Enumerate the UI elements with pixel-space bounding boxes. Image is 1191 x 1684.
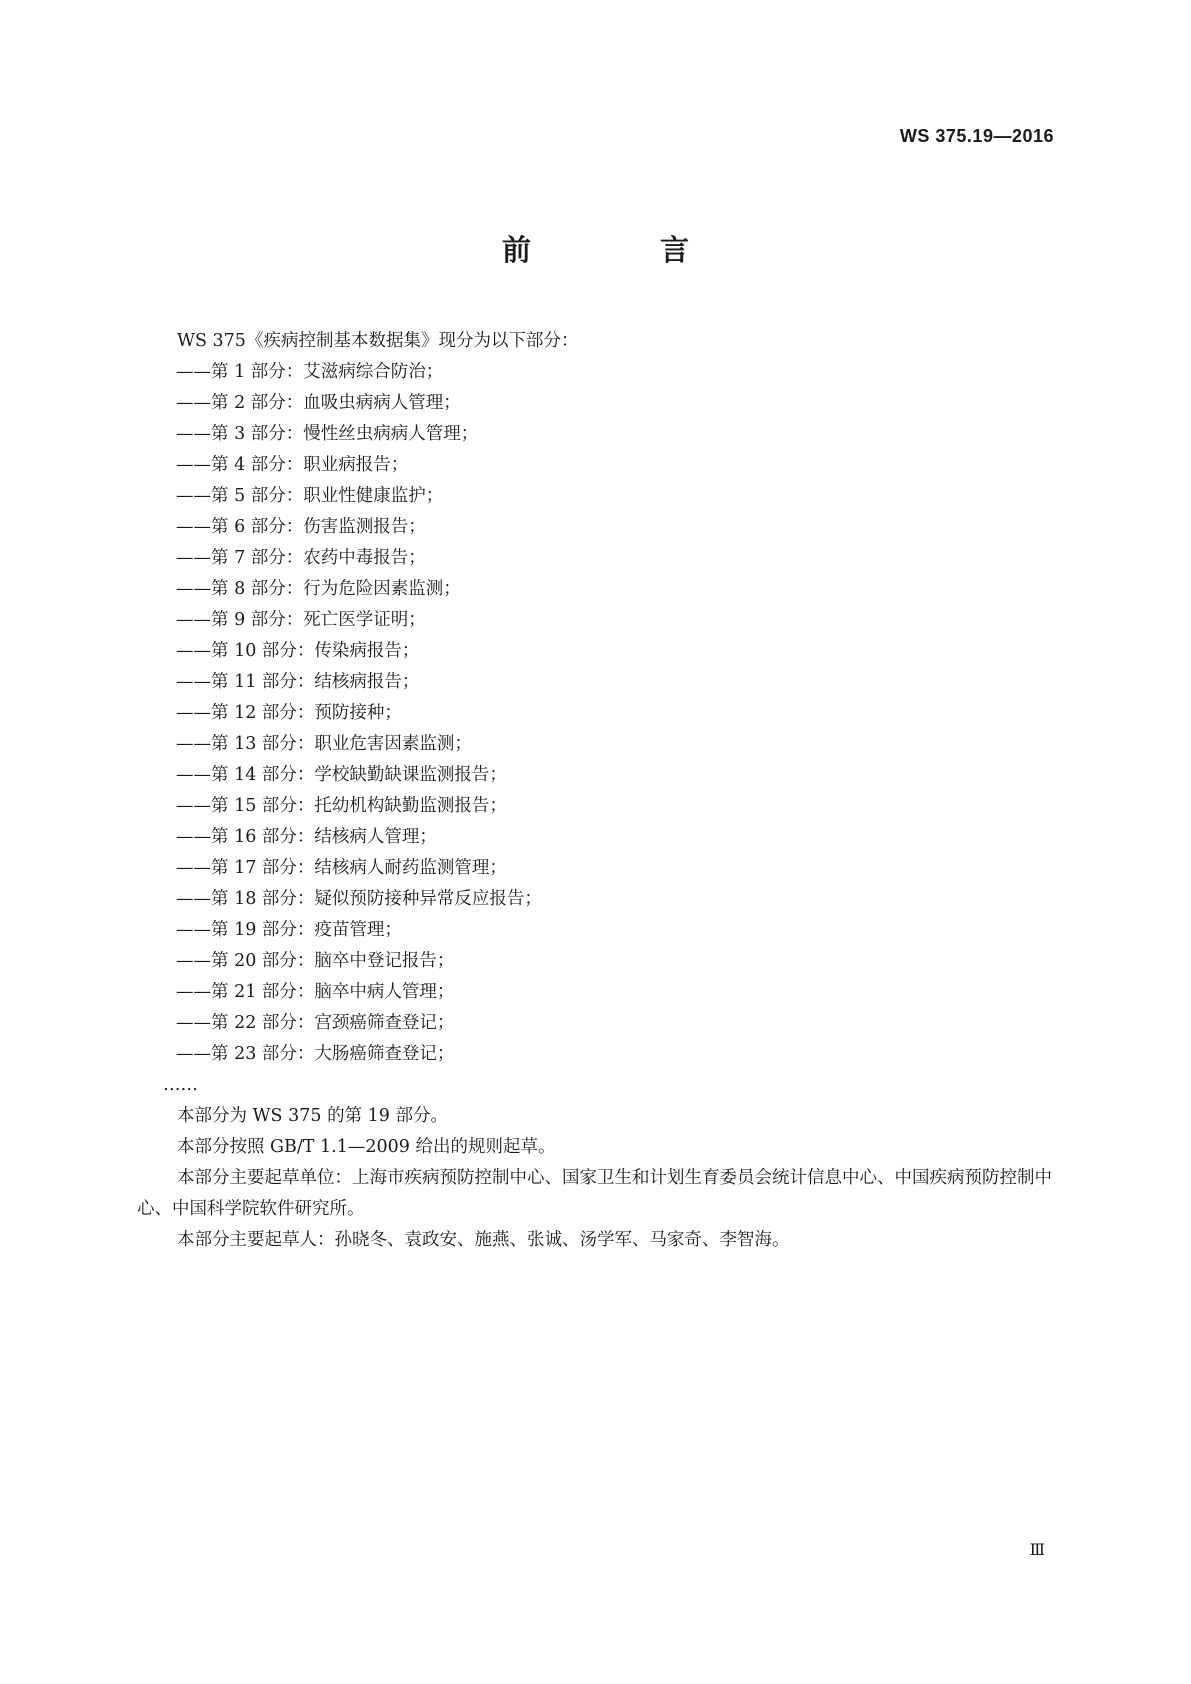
list-item: ——第 7 部分：农药中毒报告； (176, 548, 426, 568)
ellipsis: …… (163, 1075, 198, 1095)
list-item: ——第 14 部分：学校缺勤缺课监测报告； (176, 765, 507, 785)
list-item: ——第 10 部分：传染病报告； (176, 641, 420, 661)
standard-code: WS 375.19—2016 (899, 126, 1054, 146)
list-item: ——第 19 部分：疫苗管理； (176, 920, 402, 940)
list-item: ——第 20 部分：脑卒中登记报告； (176, 951, 455, 971)
list-item: ——第 1 部分：艾滋病综合防治； (176, 362, 444, 382)
list-item: ——第 13 部分：职业危害因素监测； (176, 734, 472, 754)
list-item: ——第 21 部分：脑卒中病人管理； (176, 982, 455, 1002)
drafters: 本部分主要起草人：孙晓冬、袁政安、施燕、张诚、汤学军、马家奇、李智海。 (177, 1230, 790, 1250)
foreword-body (137, 326, 1057, 1256)
page-number: Ⅲ (1029, 1540, 1045, 1559)
list-item: ——第 12 部分：预防接种； (176, 703, 402, 723)
drafting-rule: 本部分按照 GB/T 1.1—2009 给出的规则起草。 (177, 1137, 556, 1157)
list-item: ——第 6 部分：伤害监测报告； (176, 517, 426, 537)
intro-line: WS 375《疾病控制基本数据集》现分为以下部分： (177, 331, 579, 351)
list-item: ——第 5 部分：职业性健康监护； (176, 486, 444, 506)
list-item: ——第 11 部分：结核病报告； (176, 672, 420, 692)
list-item: ——第 8 部分：行为危险因素监测； (176, 579, 461, 599)
parts-list (137, 357, 1057, 1070)
list-item: ——第 23 部分：大肠癌筛查登记； (176, 1044, 455, 1064)
list-item: ——第 9 部分：死亡医学证明； (176, 610, 426, 630)
page-title: 前 言 (501, 233, 739, 267)
list-item: ——第 4 部分：职业病报告； (176, 455, 409, 475)
list-item: ——第 17 部分：结核病人耐药监测管理； (176, 858, 507, 878)
list-item: ——第 18 部分：疑似预防接种异常反应报告； (176, 889, 542, 909)
list-item: ——第 16 部分：结核病人管理； (176, 827, 437, 847)
drafting-units: 本部分主要起草单位：上海市疾病预防控制中心、国家卫生和计划生育委员会统计信息中心、中国疾病预防控制中心、中国科学院软件研究所。 (137, 1168, 1052, 1219)
list-item: ——第 15 部分：托幼机构缺勤监测报告； (176, 796, 507, 816)
list-item: ——第 3 部分：慢性丝虫病病人管理； (176, 424, 479, 444)
part-statement: 本部分为 WS 375 的第 19 部分。 (177, 1106, 448, 1126)
list-item: ——第 22 部分：宫颈癌筛查登记； (176, 1013, 455, 1033)
list-item: ——第 2 部分：血吸虫病病人管理； (176, 393, 461, 413)
